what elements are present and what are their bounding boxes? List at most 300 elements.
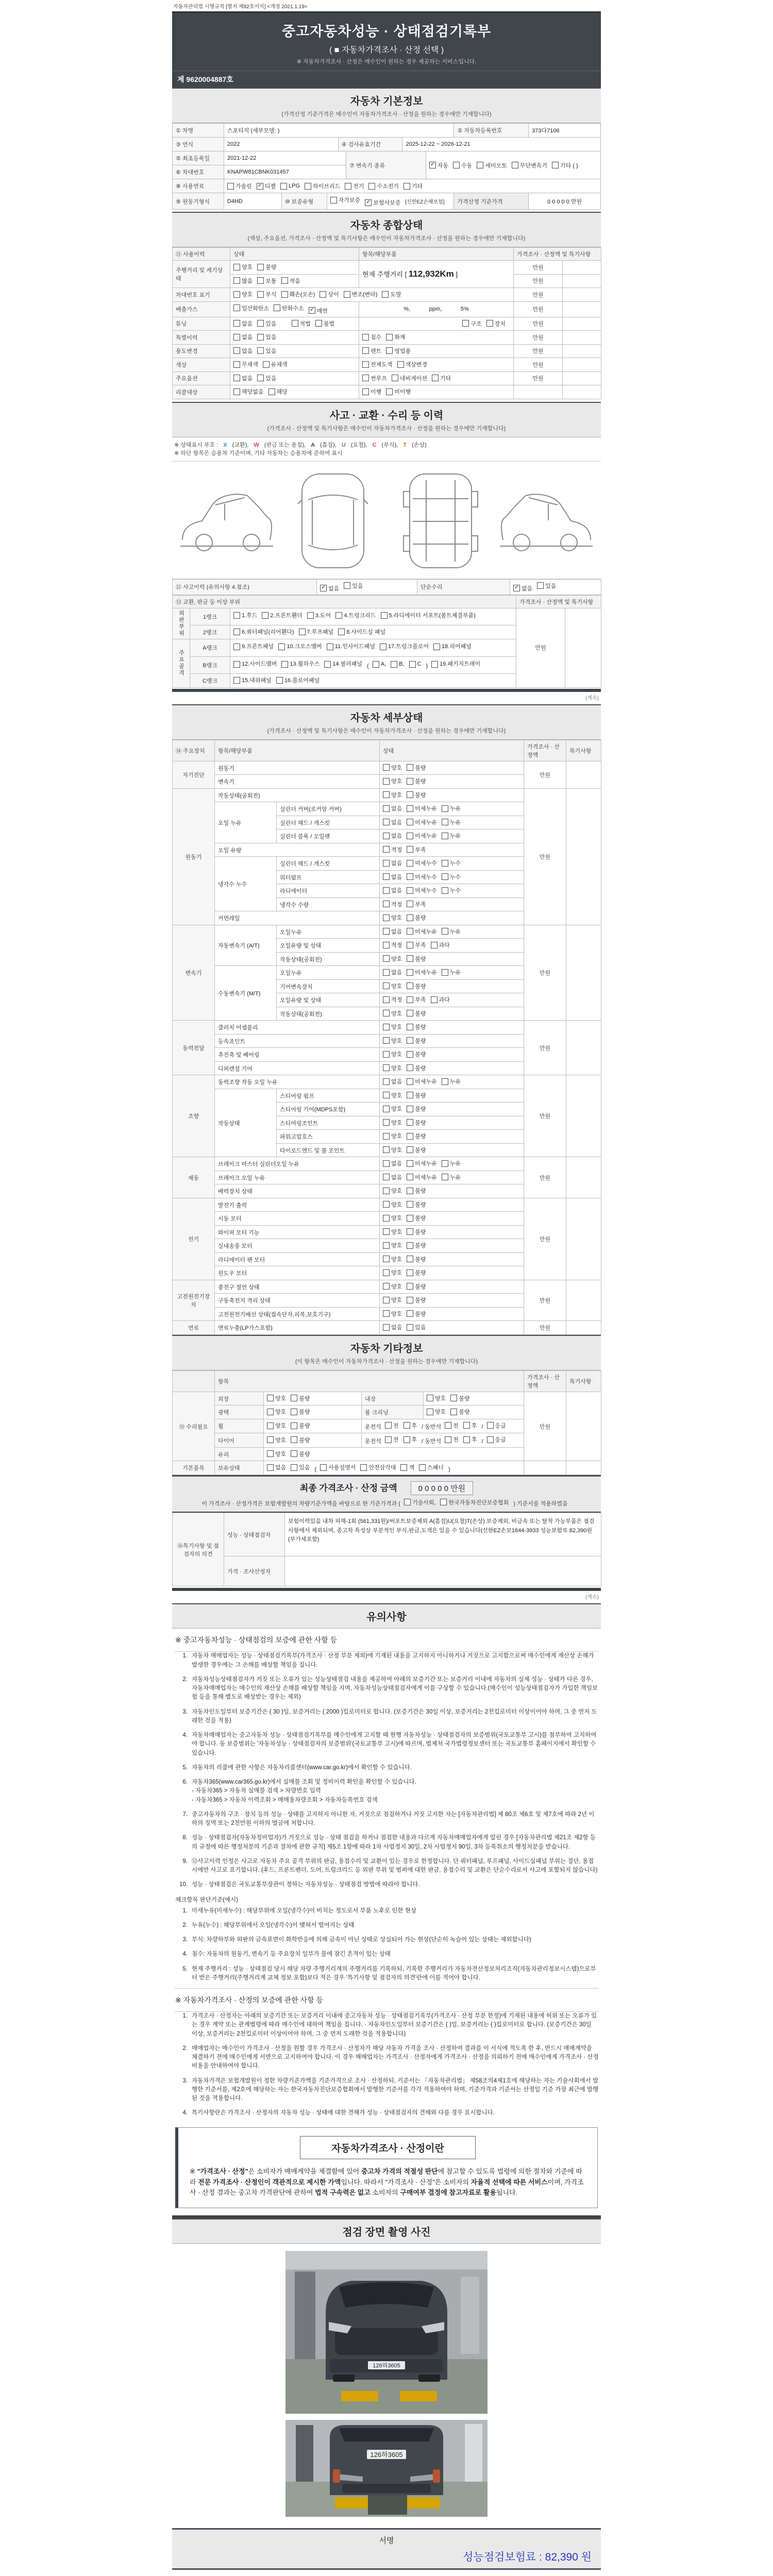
checkbox-19.패키지트레이[interactable]: 19.패키지트레이: [431, 659, 480, 670]
checkbox-불량[interactable]: 불량: [407, 1037, 426, 1045]
checkbox-2.프론트휀더[interactable]: 2.프론트휀더: [262, 611, 302, 621]
checkbox-box[interactable]: [233, 347, 240, 354]
checkbox-box[interactable]: [383, 1256, 390, 1262]
checkbox-box[interactable]: [381, 612, 388, 619]
checkbox-box[interactable]: [380, 643, 386, 650]
checkbox-썬루프[interactable]: 썬루프: [362, 374, 387, 382]
checkbox-box[interactable]: [233, 661, 240, 668]
checkbox-box[interactable]: [307, 612, 314, 619]
checkbox-box[interactable]: [404, 1422, 410, 1429]
checkbox-누유[interactable]: 누유: [442, 1159, 461, 1167]
checkbox-불량[interactable]: 불량: [407, 913, 426, 922]
checkbox-불량[interactable]: 불량: [407, 1050, 426, 1058]
checkbox-box[interactable]: [407, 887, 413, 894]
checkbox-자동[interactable]: ✓ 자동: [429, 161, 448, 170]
checkbox-box[interactable]: [407, 1228, 413, 1235]
checkbox-미세누유[interactable]: 미세누유: [407, 1159, 437, 1167]
checkbox-box[interactable]: [407, 1174, 413, 1180]
checkbox-box[interactable]: [257, 264, 264, 270]
checkbox-양호[interactable]: 양호: [383, 1118, 402, 1127]
checkbox-있음[interactable]: 있음: [257, 319, 276, 328]
checkbox-box[interactable]: [453, 162, 460, 168]
checkbox-box[interactable]: ✓: [429, 162, 436, 168]
checkbox-불량[interactable]: 불량: [407, 777, 426, 785]
checkbox-box[interactable]: [442, 1160, 448, 1167]
checkbox-4.트렁크리드[interactable]: 4.트렁크리드: [335, 611, 376, 621]
checkbox-box[interactable]: [431, 996, 438, 1003]
checkbox-불량[interactable]: 불량: [407, 1146, 426, 1154]
checkbox-box[interactable]: [315, 320, 322, 327]
checkbox-불량[interactable]: 불량: [291, 1421, 310, 1430]
checkbox-수동[interactable]: 수동: [453, 161, 472, 170]
checkbox-box[interactable]: [462, 320, 469, 327]
checkbox-box[interactable]: [383, 1106, 390, 1112]
checkbox-없음[interactable]: 없음: [233, 333, 253, 341]
checkbox-box[interactable]: [407, 914, 413, 921]
checkbox-양호[interactable]: 양호: [383, 1187, 402, 1195]
checkbox-양호[interactable]: 양호: [383, 1023, 402, 1031]
checkbox-box[interactable]: [383, 1078, 390, 1085]
checkbox-box[interactable]: [267, 1422, 274, 1429]
checkbox-box[interactable]: [391, 661, 397, 668]
checkbox-box[interactable]: [267, 1409, 274, 1415]
checkbox-불량[interactable]: 불량: [450, 1408, 469, 1416]
checkbox-미세누유[interactable]: 미세누유: [407, 1173, 437, 1181]
checkbox-box[interactable]: [305, 183, 311, 190]
checkbox-없음[interactable]: 없음: [383, 927, 402, 936]
checkbox-누수[interactable]: 누수: [442, 859, 461, 867]
checkbox-후[interactable]: 후: [404, 1421, 417, 1430]
checkbox-양호[interactable]: 양호: [383, 1200, 402, 1209]
checkbox-box[interactable]: [362, 347, 369, 354]
checkbox-없음[interactable]: ✓ 없음: [513, 584, 532, 592]
checkbox-없음[interactable]: 없음: [383, 1173, 402, 1181]
checkbox-box[interactable]: [383, 1064, 390, 1071]
checkbox-box[interactable]: [383, 955, 390, 962]
checkbox-box[interactable]: [382, 291, 389, 298]
checkbox-누유[interactable]: 누유: [442, 927, 461, 936]
checkbox-box[interactable]: [407, 1297, 413, 1303]
checkbox-있음[interactable]: 있음: [407, 1323, 426, 1331]
checkbox-기술사회,[interactable]: 기술사회,: [404, 1498, 436, 1506]
checkbox-없음[interactable]: 없음: [267, 1463, 286, 1471]
checkbox-box[interactable]: [392, 375, 398, 381]
checkbox-box[interactable]: [383, 764, 390, 771]
checkbox-없음[interactable]: ✓ 없음: [320, 584, 339, 592]
checkbox-사용설명서[interactable]: 사용설명서: [320, 1463, 356, 1471]
checkbox-box[interactable]: [383, 1201, 390, 1208]
checkbox-box[interactable]: [477, 162, 483, 168]
checkbox-box[interactable]: [463, 1422, 470, 1429]
checkbox-box[interactable]: [407, 819, 413, 825]
checkbox-한국자동차진단보증협회[interactable]: 한국자동차진단보증협회: [440, 1498, 509, 1506]
checkbox-있음[interactable]: 있음: [291, 1463, 310, 1471]
checkbox-있음[interactable]: 있음: [257, 347, 276, 355]
checkbox-box[interactable]: ✓: [309, 307, 315, 314]
checkbox-box[interactable]: [233, 304, 240, 311]
checkbox-box[interactable]: [432, 375, 439, 381]
checkbox-box[interactable]: [407, 1146, 413, 1153]
checkbox-양호[interactable]: 양호: [383, 764, 402, 772]
checkbox-하이브리드[interactable]: 하이브리드: [305, 182, 340, 190]
checkbox-후[interactable]: 후: [404, 1435, 417, 1444]
checkbox-box[interactable]: [433, 643, 440, 650]
checkbox-box[interactable]: [486, 320, 493, 327]
checkbox-box[interactable]: [267, 1395, 274, 1401]
checkbox-9.프론트패널[interactable]: 9.프론트패널: [233, 641, 274, 652]
checkbox-누유[interactable]: 누유: [442, 804, 461, 812]
checkbox-잭[interactable]: 잭: [400, 1463, 414, 1471]
checkbox-양호[interactable]: 양호: [383, 1268, 402, 1277]
checkbox-양호[interactable]: 양호: [383, 1214, 402, 1222]
checkbox-box[interactable]: [442, 819, 448, 825]
checkbox-box[interactable]: [383, 928, 390, 935]
checkbox-box[interactable]: [383, 778, 390, 785]
checkbox-5.라디에이터 서포트(볼트체결부품)[interactable]: 5.라디에이터 서포트(볼트체결부품): [381, 611, 476, 621]
checkbox-box[interactable]: [407, 1256, 413, 1262]
checkbox-양호[interactable]: 양호: [427, 1394, 446, 1402]
checkbox-box[interactable]: [233, 361, 240, 368]
checkbox-box[interactable]: [227, 183, 234, 190]
checkbox-없음[interactable]: 없음: [233, 374, 253, 382]
checkbox-양호[interactable]: 양호: [383, 1037, 402, 1045]
checkbox-box[interactable]: [419, 1464, 426, 1471]
checkbox-스패너[interactable]: 스패너: [419, 1463, 444, 1471]
checkbox-box[interactable]: [280, 183, 287, 190]
checkbox-양호[interactable]: 양호: [383, 1255, 402, 1263]
checkbox-box[interactable]: ✓: [320, 585, 327, 591]
checkbox-18.리어패널[interactable]: 18.리어패널: [433, 641, 472, 652]
checkbox-불량[interactable]: 불량: [407, 1255, 426, 1263]
checkbox-box[interactable]: [383, 1242, 390, 1249]
checkbox-box[interactable]: [407, 1324, 413, 1331]
checkbox-불량[interactable]: 불량: [407, 1214, 426, 1222]
checkbox-box[interactable]: [338, 629, 345, 635]
checkbox-응급[interactable]: 응급: [487, 1421, 506, 1430]
checkbox-box[interactable]: [383, 1228, 390, 1235]
checkbox-box[interactable]: [404, 1436, 410, 1443]
checkbox-부족[interactable]: 부족: [407, 941, 426, 949]
checkbox-전[interactable]: 전: [385, 1435, 399, 1444]
checkbox-box[interactable]: [362, 361, 369, 368]
checkbox-있음[interactable]: 있음: [257, 333, 276, 341]
checkbox-적정[interactable]: 적정: [383, 845, 402, 854]
checkbox-box[interactable]: [383, 1037, 390, 1044]
checkbox-매연[interactable]: ✓ 매연: [309, 307, 328, 315]
checkbox-양호[interactable]: 양호: [383, 982, 402, 990]
checkbox-box[interactable]: [487, 1422, 494, 1429]
checkbox-무채색[interactable]: 무채색: [233, 360, 258, 368]
checkbox-없음[interactable]: 없음: [383, 804, 402, 812]
checkbox-없음[interactable]: 없음: [383, 859, 402, 867]
checkbox-불량[interactable]: 불량: [407, 1187, 426, 1195]
checkbox-box[interactable]: [383, 1024, 390, 1030]
checkbox-box[interactable]: [330, 197, 337, 204]
checkbox-미세누유[interactable]: 미세누유: [407, 968, 437, 976]
checkbox-수소전기[interactable]: 수소전기: [368, 182, 399, 190]
checkbox-1.후드[interactable]: 1.후드: [233, 611, 257, 621]
checkbox-box[interactable]: [267, 1450, 274, 1457]
checkbox-있음[interactable]: 있음: [257, 374, 276, 382]
checkbox-box[interactable]: [335, 612, 342, 619]
checkbox-box[interactable]: [383, 969, 390, 976]
checkbox-box[interactable]: [383, 1215, 390, 1222]
checkbox-누수[interactable]: 누수: [442, 886, 461, 894]
checkbox-box[interactable]: [385, 1436, 392, 1443]
checkbox-양호[interactable]: 양호: [383, 1310, 402, 1318]
checkbox-box[interactable]: [407, 1024, 413, 1030]
checkbox-box[interactable]: [291, 1422, 297, 1429]
checkbox-7.루프패널[interactable]: 7.루프패널: [299, 628, 334, 636]
checkbox-box[interactable]: [407, 982, 413, 989]
checkbox-box[interactable]: [383, 1160, 390, 1167]
checkbox-box[interactable]: [233, 388, 240, 395]
checkbox-영업용[interactable]: 영업용: [386, 347, 411, 355]
checkbox-box[interactable]: [383, 942, 390, 948]
checkbox-box[interactable]: [427, 1409, 433, 1415]
checkbox-box[interactable]: [407, 860, 413, 867]
checkbox-box[interactable]: [291, 1395, 297, 1401]
checkbox-없음[interactable]: 없음: [383, 832, 402, 840]
checkbox-양호[interactable]: 양호: [383, 1296, 402, 1304]
checkbox-불량[interactable]: 불량: [407, 1296, 426, 1304]
checkbox-부족[interactable]: 부족: [407, 845, 426, 854]
checkbox-box[interactable]: [383, 1188, 390, 1194]
checkbox-box[interactable]: [407, 791, 413, 798]
checkbox-box[interactable]: [344, 291, 350, 298]
checkbox-부족[interactable]: 부족: [407, 995, 426, 1004]
checkbox-box[interactable]: [383, 914, 390, 921]
checkbox-불량[interactable]: 불량: [407, 764, 426, 772]
checkbox-box[interactable]: [442, 833, 448, 839]
checkbox-box[interactable]: [386, 334, 393, 341]
checkbox-과다[interactable]: 과다: [431, 995, 450, 1004]
checkbox-box[interactable]: [407, 1201, 413, 1208]
checkbox-box[interactable]: ✓: [513, 585, 520, 591]
checkbox-B,[interactable]: B,: [391, 659, 404, 670]
checkbox-box[interactable]: [263, 361, 270, 368]
checkbox-box[interactable]: [407, 873, 413, 880]
checkbox-없음[interactable]: 없음: [383, 968, 402, 976]
checkbox-적법[interactable]: 적법: [292, 319, 311, 328]
checkbox-상이[interactable]: 상이: [320, 290, 339, 298]
checkbox-box[interactable]: [400, 1464, 407, 1471]
checkbox-box[interactable]: [278, 643, 285, 650]
checkbox-자가보증[interactable]: 자가보증: [330, 196, 361, 204]
checkbox-box[interactable]: [281, 661, 288, 668]
checkbox-탄화수소[interactable]: 탄화수소: [274, 304, 304, 312]
checkbox-불량[interactable]: 불량: [407, 1091, 426, 1099]
checkbox-기타 ( )[interactable]: 기타 ( ): [552, 161, 578, 170]
checkbox-box[interactable]: [373, 661, 379, 668]
checkbox-box[interactable]: [442, 805, 448, 812]
checkbox-양호[interactable]: 양호: [383, 1105, 402, 1113]
checkbox-적정[interactable]: 적정: [383, 941, 402, 949]
checkbox-box[interactable]: [233, 375, 240, 381]
checkbox-양호[interactable]: 양호: [383, 1050, 402, 1058]
checkbox-box[interactable]: [407, 1092, 413, 1098]
checkbox-14.필러패널[interactable]: 14.필러패널: [324, 659, 362, 670]
checkbox-box[interactable]: [383, 1283, 390, 1290]
checkbox-C[interactable]: C: [409, 659, 422, 670]
checkbox-box[interactable]: [407, 846, 413, 853]
checkbox-없음[interactable]: 없음: [383, 1323, 402, 1331]
checkbox-양호[interactable]: 양호: [267, 1408, 286, 1416]
checkbox-적정[interactable]: 적정: [383, 900, 402, 908]
checkbox-훼손(오손)[interactable]: 훼손(오손): [281, 290, 315, 298]
checkbox-과다[interactable]: 과다: [431, 941, 450, 949]
checkbox-box[interactable]: [281, 291, 288, 298]
checkbox-box[interactable]: [407, 1310, 413, 1317]
checkbox-양호[interactable]: 양호: [427, 1408, 446, 1416]
checkbox-box[interactable]: ✓: [257, 183, 263, 190]
checkbox-box[interactable]: [383, 1092, 390, 1098]
checkbox-box[interactable]: [512, 162, 518, 168]
checkbox-box[interactable]: [383, 1310, 390, 1317]
checkbox-box[interactable]: [383, 887, 390, 894]
checkbox-box[interactable]: [383, 1119, 390, 1126]
checkbox-화재[interactable]: 화재: [386, 333, 405, 341]
checkbox-응급[interactable]: 응급: [487, 1435, 506, 1444]
checkbox-box[interactable]: [407, 928, 413, 935]
checkbox-box[interactable]: [463, 1436, 470, 1443]
checkbox-box[interactable]: [257, 291, 264, 298]
checkbox-box[interactable]: [440, 1499, 447, 1505]
checkbox-전체도색[interactable]: 전체도색: [362, 360, 393, 368]
checkbox-불량[interactable]: 불량: [407, 1009, 426, 1018]
checkbox-box[interactable]: [445, 1436, 451, 1443]
checkbox-box[interactable]: [233, 643, 240, 650]
checkbox-미세누수[interactable]: 미세누수: [407, 859, 437, 867]
checkbox-세미오토[interactable]: 세미오토: [477, 161, 507, 170]
checkbox-box[interactable]: [407, 833, 413, 839]
checkbox-무단변속기[interactable]: 무단변속기: [512, 161, 547, 170]
checkbox-있음[interactable]: 있음: [344, 582, 363, 590]
checkbox-미세누유[interactable]: 미세누유: [407, 818, 437, 826]
checkbox-box[interactable]: [291, 1464, 297, 1471]
checkbox-17.트렁크플로어[interactable]: 17.트렁크플로어: [380, 641, 429, 652]
checkbox-box[interactable]: [442, 969, 448, 976]
checkbox-장치[interactable]: 장치: [486, 319, 506, 328]
checkbox-box[interactable]: [407, 778, 413, 785]
checkbox-양호[interactable]: 양호: [383, 955, 402, 963]
checkbox-있음[interactable]: 있음: [537, 582, 556, 590]
checkbox-box[interactable]: [442, 928, 448, 935]
checkbox-box[interactable]: [267, 1436, 274, 1443]
checkbox-불량[interactable]: 불량: [407, 1064, 426, 1072]
checkbox-box[interactable]: [383, 1146, 390, 1153]
checkbox-box[interactable]: [276, 677, 283, 684]
checkbox-box[interactable]: [407, 955, 413, 962]
checkbox-box[interactable]: [397, 361, 404, 368]
checkbox-12.사이드멤버[interactable]: 12.사이드멤버: [233, 659, 277, 670]
checkbox-양호[interactable]: 양호: [383, 1146, 402, 1154]
checkbox-box[interactable]: [407, 1242, 413, 1249]
checkbox-미세누유[interactable]: 미세누유: [407, 1077, 437, 1086]
checkbox-box[interactable]: [383, 860, 390, 867]
checkbox-box[interactable]: [383, 901, 390, 907]
checkbox-box[interactable]: [274, 304, 280, 311]
checkbox-불량[interactable]: 불량: [291, 1450, 310, 1458]
checkbox-전[interactable]: 전: [445, 1421, 459, 1430]
checkbox-box[interactable]: [442, 1174, 448, 1180]
checkbox-box[interactable]: [383, 873, 390, 880]
checkbox-디젤[interactable]: ✓ 디젤: [257, 182, 276, 190]
checkbox-많음[interactable]: 많음: [233, 277, 253, 285]
checkbox-box[interactable]: [404, 1499, 411, 1505]
checkbox-불량[interactable]: 불량: [291, 1394, 310, 1402]
checkbox-침수[interactable]: 침수: [362, 333, 381, 341]
checkbox-불량[interactable]: 불량: [407, 982, 426, 990]
checkbox-box[interactable]: [257, 347, 264, 354]
checkbox-box[interactable]: [383, 1133, 390, 1140]
checkbox-box[interactable]: [407, 1283, 413, 1290]
checkbox-양호[interactable]: 양호: [383, 1228, 402, 1236]
checkbox-16.플로어패널[interactable]: 16.플로어패널: [276, 676, 320, 684]
checkbox-box[interactable]: [383, 1324, 390, 1331]
checkbox-box[interactable]: [327, 643, 333, 650]
checkbox-box[interactable]: [362, 388, 369, 395]
checkbox-box[interactable]: [407, 996, 413, 1003]
checkbox-box[interactable]: [383, 1051, 390, 1058]
checkbox-box[interactable]: [362, 375, 369, 381]
checkbox-box[interactable]: [383, 805, 390, 812]
checkbox-불량[interactable]: 불량: [450, 1394, 469, 1402]
checkbox-미이행[interactable]: 미이행: [386, 387, 411, 396]
checkbox-LPG[interactable]: LPG: [280, 183, 300, 190]
checkbox-box[interactable]: [383, 982, 390, 989]
checkbox-적음[interactable]: 적음: [281, 277, 300, 285]
checkbox-box[interactable]: [383, 819, 390, 825]
checkbox-box[interactable]: [407, 901, 413, 907]
checkbox-box[interactable]: [281, 277, 288, 284]
checkbox-미세누수[interactable]: 미세누수: [407, 886, 437, 894]
checkbox-불량[interactable]: 불량: [407, 1105, 426, 1113]
checkbox-후[interactable]: 후: [463, 1435, 477, 1444]
checkbox-box[interactable]: [233, 677, 240, 684]
checkbox-box[interactable]: [407, 1010, 413, 1016]
checkbox-양호[interactable]: 양호: [383, 777, 402, 785]
checkbox-해당[interactable]: 해당: [268, 387, 288, 396]
checkbox-네비게이션[interactable]: 네비게이션: [392, 374, 427, 382]
checkbox-box[interactable]: [233, 264, 240, 270]
checkbox-box[interactable]: [407, 1269, 413, 1276]
checkbox-불법[interactable]: 불법: [315, 319, 334, 328]
checkbox-없음[interactable]: 없음: [383, 1159, 402, 1167]
checkbox-box[interactable]: [407, 764, 413, 771]
checkbox-3.도어[interactable]: 3.도어: [307, 611, 331, 621]
checkbox-box[interactable]: [267, 1464, 274, 1471]
checkbox-box[interactable]: [344, 582, 350, 589]
checkbox-불량[interactable]: 불량: [407, 1241, 426, 1249]
checkbox-기타[interactable]: 기타: [404, 182, 423, 190]
checkbox-box[interactable]: [407, 1160, 413, 1167]
checkbox-box[interactable]: [445, 1422, 451, 1429]
checkbox-부족[interactable]: 부족: [407, 900, 426, 908]
checkbox-양호[interactable]: 양호: [267, 1436, 286, 1444]
checkbox-box[interactable]: ✓: [365, 199, 372, 206]
checkbox-box[interactable]: [407, 1078, 413, 1085]
checkbox-box[interactable]: [450, 1409, 457, 1415]
checkbox-양호[interactable]: 양호: [383, 1241, 402, 1249]
checkbox-누유[interactable]: 누유: [442, 968, 461, 976]
checkbox-불량[interactable]: 불량: [407, 955, 426, 963]
checkbox-box[interactable]: [442, 860, 448, 867]
checkbox-불량[interactable]: 불량: [407, 1228, 426, 1236]
checkbox-변조(변타)[interactable]: 변조(변타): [344, 290, 378, 298]
checkbox-없음[interactable]: 없음: [383, 873, 402, 881]
checkbox-가솔린[interactable]: 가솔린: [227, 182, 252, 190]
